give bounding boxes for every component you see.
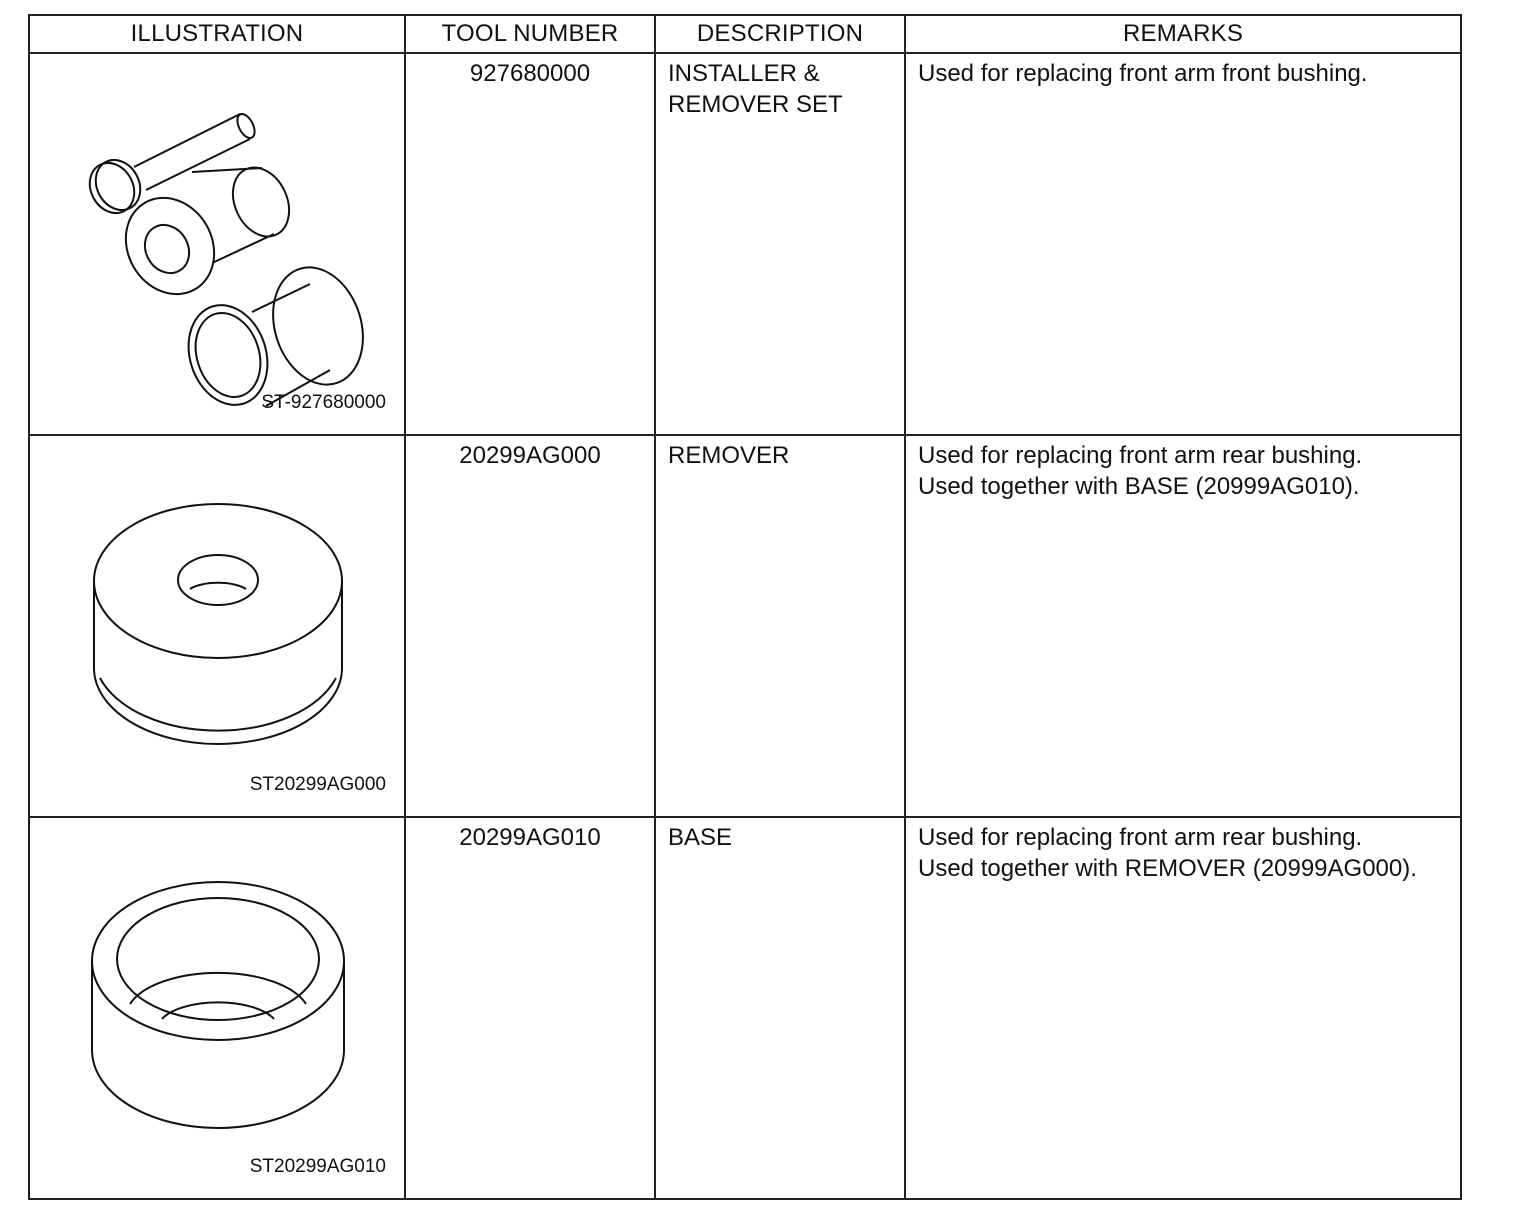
description-line: REMOVER SET — [668, 91, 843, 118]
base-icon — [30, 818, 406, 1198]
header-row — [29, 15, 1461, 53]
tool-number: 20299AG000 — [459, 442, 601, 469]
illustration-code: ST-927680000 — [261, 392, 386, 413]
remarks-cell — [905, 53, 1461, 435]
illustration-code: ST20299AG000 — [249, 774, 386, 795]
table-row — [29, 435, 1461, 817]
remarks-cell — [905, 435, 1461, 817]
tool-number: 927680000 — [469, 60, 591, 87]
remarks-line: Used for replacing front arm rear bushing. — [918, 442, 1363, 469]
header-tool-number: TOOL NUMBER — [405, 15, 655, 53]
description-cell — [655, 817, 905, 1199]
remarks-line: Used together with BASE (20999AG010). — [918, 473, 1360, 500]
special-tools-table — [28, 14, 1462, 1200]
tool-number: 20299AG010 — [459, 824, 601, 851]
illustration-cell — [29, 817, 405, 1199]
description-cell — [655, 53, 905, 435]
remarks-cell — [905, 817, 1461, 1199]
illustration-cell — [29, 435, 405, 817]
header-description: DESCRIPTION — [655, 15, 905, 53]
illustration-cell — [29, 53, 405, 435]
tool-number-cell — [405, 53, 655, 435]
description-cell — [655, 435, 905, 817]
description-line: REMOVER — [668, 442, 790, 469]
remarks-line: Used together with REMOVER (20999AG000). — [918, 855, 1417, 882]
header-illustration: ILLUSTRATION — [29, 15, 405, 53]
remover-icon — [30, 436, 406, 816]
header-remarks: REMARKS — [905, 15, 1461, 53]
table-row — [29, 53, 1461, 435]
installer-remover-set-icon — [30, 54, 406, 434]
remarks-line: Used for replacing front arm front bushing. — [918, 60, 1368, 87]
tool-number-cell — [405, 435, 655, 817]
illustration-code: ST20299AG010 — [249, 1156, 386, 1177]
remarks-line: Used for replacing front arm rear bushing. — [918, 824, 1363, 851]
tool-number-cell — [405, 817, 655, 1199]
table-row — [29, 817, 1461, 1199]
description-line: INSTALLER & — [668, 60, 820, 87]
description-line: BASE — [668, 824, 733, 851]
